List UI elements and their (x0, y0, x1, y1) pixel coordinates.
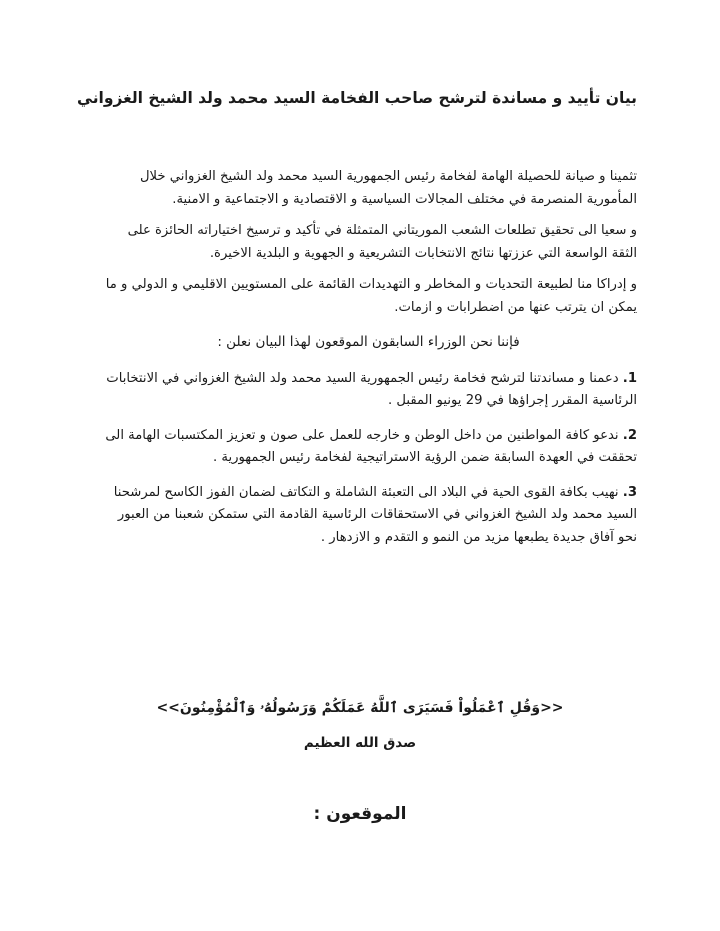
declaration-item-1 (100, 368, 637, 413)
item-text: ندعو كافة المواطنين من داخل الوطن و خارجه للعمل على صون و تعزيز المكتسبات الهامة الى تحققت في العهدة السابقة ضمن الرؤية الاستراتيجية لفخامة رئيس الجمهورية . (105, 427, 637, 465)
item-number: 3. (622, 484, 637, 500)
item-text: نهيب بكافة القوى الحية في البلاد الى التعبئة الشاملة و التكاتف لضمان الفوز الكاسح لمرشحنا السيد محمد ولد الشيخ الغزواني في الاستحقاقات الرئاسية القادمة التي ستمكن شعبنا من العبور نحو آفاق جديدة يطبعها مزيد من النمو و التقدم و الازدهار . (113, 484, 637, 545)
verse-closing: صدق الله العظيم (303, 735, 417, 751)
signers-heading: الموقعون : (313, 804, 407, 824)
document-body (100, 166, 637, 561)
item-text: دعمنا و مساندتنا لترشح فخامة رئيس الجمهورية السيد محمد ولد الشيخ الغزواني في الانتخابات الرئاسية المقرر إجراؤها في 29 يونيو المقبل . (106, 370, 637, 408)
declaration-item-2 (100, 425, 637, 470)
item-number: 1. (622, 370, 637, 386)
preamble-paragraph-3: و إدراكا منا لطبيعة التحديات و المخاطر و التهديدات القائمة على المستويين الاقليمي و الدولي و ما يمكن ان يترتب عنها من اضطرابات و ازمات. (105, 277, 637, 315)
preamble-paragraph-2: و سعيا الى تحقيق تطلعات الشعب الموريتاني المتمثلة في تأكيد و ترسيخ اختياراته الحائزة على الثقة الواسعة التي عززتها نتائج الانتخابات التشريعية و الجهوية و البلدية الاخيرة. (127, 223, 637, 261)
quran-verse: <<وَقُلِ ٱعْمَلُواْ فَسَيَرَى ٱللَّهُ عَمَلَكُمْ وَرَسُولُهُۥ وَٱلْمُؤْمِنُونَ>> (156, 700, 564, 716)
preamble-paragraph-1: تثمينا و صيانة للحصيلة الهامة لفخامة رئيس الجمهورية السيد محمد ولد الشيخ الغزواني خلال المأمورية المنصرمة في مختلف المجالات السياسية و الاقتصادية و الاجتماعية و الامنية. (139, 169, 637, 207)
declaration-line: فإننا نحن الوزراء السابقون الموقعون لهذا البيان نعلن : (217, 334, 520, 350)
document-title: بيان تأييد و مساندة لترشح صاحب الفخامة السيد محمد ولد الشيخ الغزواني (77, 89, 637, 107)
item-number: 2. (622, 427, 637, 443)
declaration-item-3 (100, 482, 637, 550)
